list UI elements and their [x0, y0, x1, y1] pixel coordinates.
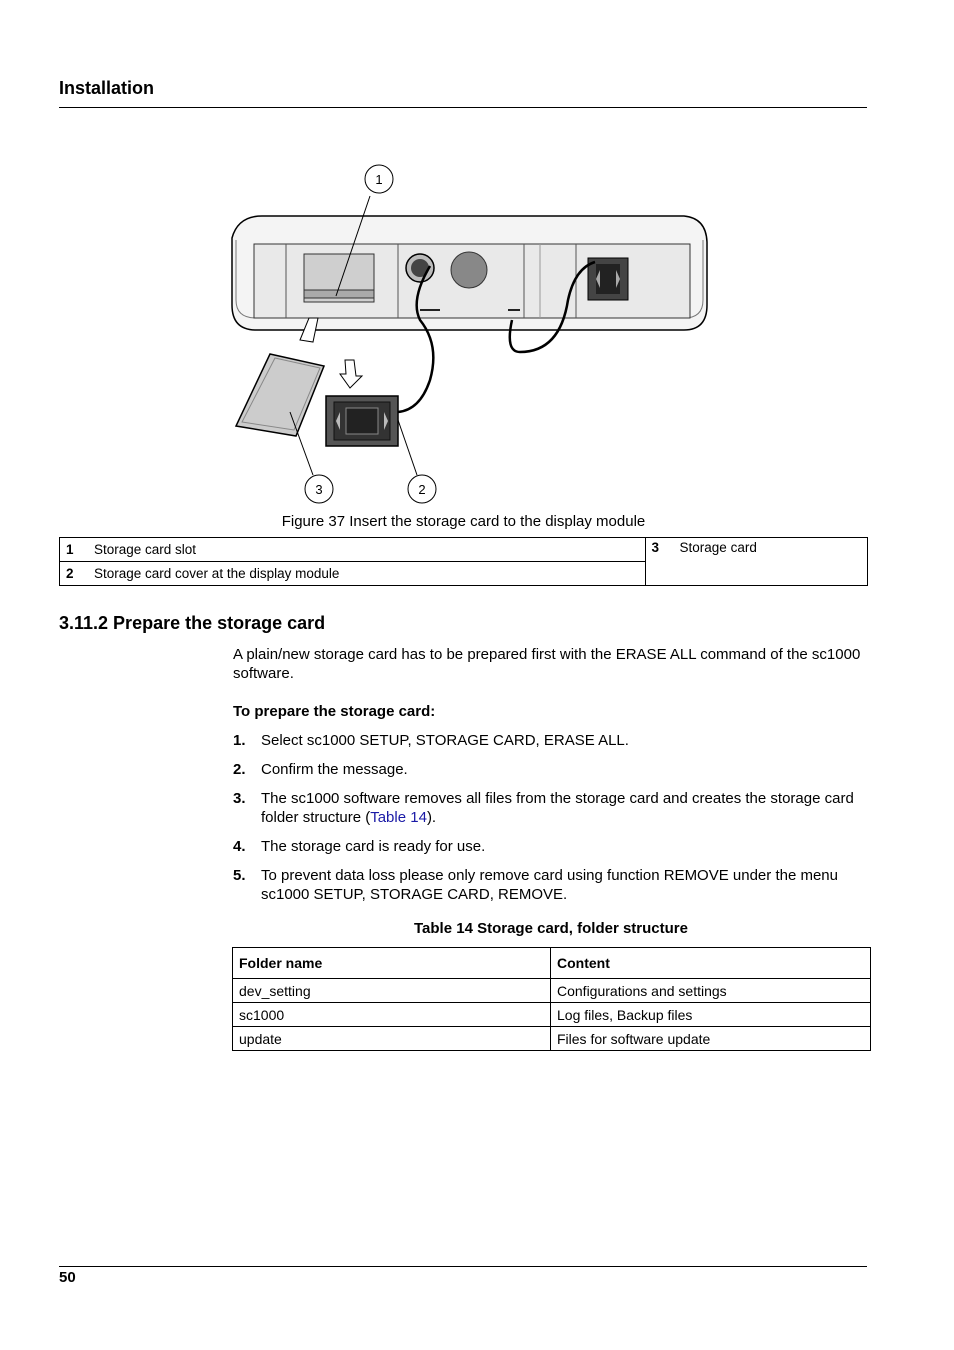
- table-row: [233, 979, 871, 1003]
- header-divider: [59, 107, 867, 108]
- step-number: 3.: [233, 790, 246, 807]
- table-row: [233, 1003, 871, 1027]
- step-item: [233, 789, 868, 827]
- callout-3-label: 3: [315, 482, 323, 497]
- table-cell: Log files, Backup files: [551, 1003, 871, 1027]
- table-cell: dev_setting: [233, 979, 551, 1003]
- step-text: Select sc1000 SETUP, STORAGE CARD, ERASE ALL.: [261, 732, 629, 749]
- folder-structure-table: [232, 947, 871, 1051]
- step-number: 2.: [233, 761, 246, 778]
- table-caption: Table 14 Storage card, folder structure: [414, 920, 688, 937]
- callout-2-label: 2: [418, 482, 426, 497]
- figure-legend-table: [59, 537, 868, 586]
- intro-paragraph: A plain/new storage card has to be prepared first with the ERASE ALL command of the sc1000 software.: [233, 646, 861, 682]
- legend-label: Storage card slot: [88, 538, 645, 562]
- column-header: Folder name: [233, 948, 551, 979]
- procedure-title: To prepare the storage card:: [233, 703, 436, 720]
- step-text: The sc1000 software removes all files from the storage card and creates the storage card folder structure (Table 14).: [261, 790, 854, 826]
- insert-arrow-down: [340, 360, 362, 388]
- callout-3: [305, 475, 333, 503]
- step-text: Confirm the message.: [261, 761, 408, 778]
- step-item: [233, 731, 868, 750]
- legend-num: 2: [60, 562, 89, 586]
- page-header-title: Installation: [59, 78, 155, 98]
- step-item: [233, 837, 868, 856]
- table-cell: Configurations and settings: [551, 979, 871, 1003]
- table-14-link[interactable]: Table 14: [370, 809, 427, 826]
- footer-divider: [59, 1266, 867, 1267]
- table-header-row: [233, 948, 871, 979]
- step-item: [233, 866, 868, 904]
- callout-1-label: 1: [375, 172, 383, 187]
- step-text: To prevent data loss please only remove card using function REMOVE under the menu sc1000 SETUP, STORAGE CARD, REMOVE.: [261, 867, 838, 903]
- step-number: 1.: [233, 732, 246, 749]
- step-item: [233, 760, 868, 779]
- column-header: Content: [551, 948, 871, 979]
- legend-label: Storage card: [674, 538, 868, 586]
- callout-2: [408, 475, 436, 503]
- display-module-illustration: [232, 216, 707, 330]
- legend-num: 1: [60, 538, 89, 562]
- legend-num: 3: [645, 538, 674, 586]
- step-number: 5.: [233, 867, 246, 884]
- figure-caption: Figure 37 Insert the storage card to the display module: [281, 513, 646, 530]
- storage-card-figure: [220, 160, 720, 510]
- section-heading: 3.11.2 Prepare the storage card: [59, 613, 326, 633]
- legend-label: Storage card cover at the display module: [88, 562, 645, 586]
- legend-row: [60, 538, 868, 562]
- table-cell: sc1000: [233, 1003, 551, 1027]
- page-number: 50: [59, 1269, 76, 1286]
- table-cell: update: [233, 1027, 551, 1051]
- callout-1: [365, 165, 393, 193]
- step-number: 4.: [233, 838, 246, 855]
- table-row: [233, 1027, 871, 1051]
- step-text: The storage card is ready for use.: [261, 838, 486, 855]
- table-cell: Files for software update: [551, 1027, 871, 1051]
